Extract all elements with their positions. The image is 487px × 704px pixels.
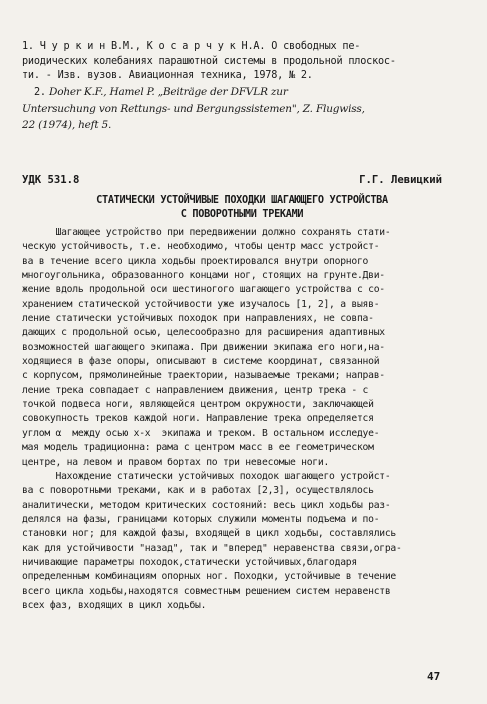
body-line: Шагающее устройство при передвижении должно сохранять стати- bbox=[22, 227, 391, 238]
reference-line: ти. - Изв. вузов. Авиационная техника, 1978, № 2. bbox=[22, 70, 313, 82]
author-name: Г.Г. Левицкий bbox=[359, 174, 442, 186]
reference-1 bbox=[22, 40, 462, 84]
body-line: аналитически, методом критических состояний: весь цикл ходьбы раз- bbox=[22, 499, 391, 511]
reference-number: 2. bbox=[34, 86, 46, 98]
body-line: определенным комбинациям опорных ног. Походки, устойчивые в течение bbox=[22, 571, 397, 583]
body-line: становки ног; для каждой фазы, входящей в цикл ходьбы, составлялись bbox=[22, 528, 397, 540]
article-body bbox=[22, 226, 467, 613]
reference-line: 22 (1974), heft 5. bbox=[22, 118, 112, 131]
title-line: С ПОВОРОТНЫМИ ТРЕКАМИ bbox=[180, 209, 304, 220]
body-line: возможностей шагающего экипажа. При движении экипажа его ноги,на- bbox=[22, 341, 385, 353]
body-line: ва с поворотными треками, как и в работах [2,3], осуществлялось bbox=[22, 485, 374, 497]
body-line: мая модель традиционна: рама с центром масс в ее геометрическом bbox=[22, 442, 374, 454]
reference-2 bbox=[22, 84, 462, 133]
title-line: СТАТИЧЕСКИ УСТОЙЧИВЫЕ ПОХОДКИ ШАГАЮЩЕГО УСТРОЙСТВА bbox=[96, 195, 388, 206]
body-line: ва в течение всего цикла ходьбы проектировался внутри опорного bbox=[22, 255, 369, 267]
body-line: ление статически устойчивых походок при направлениях, не совпа- bbox=[22, 313, 374, 325]
body-line: хранением статической устойчивости уже изучалось [1, 2], а выяв- bbox=[22, 298, 380, 310]
body-line: точкой подвеса ноги, являющейся центром окружности, заключающей bbox=[22, 399, 374, 411]
body-line: углом α между осью x-x экипажа и треком. В остальном исследуе- bbox=[22, 427, 380, 439]
body-line: с корпусом, прямолинейные траектории, называемые треками; направ- bbox=[22, 370, 385, 382]
reference-line: Untersuchung von Rettungs- und Bergungssistemen", Z. Flugwiss, bbox=[22, 102, 365, 115]
body-line: ческую устойчивость, т.е. необходимо, чтобы центр масс устройст- bbox=[22, 241, 380, 253]
reference-list bbox=[22, 40, 462, 133]
article-title bbox=[22, 194, 462, 222]
udk-code: УДК 531.8 bbox=[22, 174, 80, 186]
body-line: ходящиеся в фазе опоры, описывают в системе координат, связанной bbox=[22, 356, 380, 368]
body-line: ление трека совпадает с направлением движения, центр трека - с bbox=[22, 384, 369, 396]
body-line: делялся на фазы, границами которых служили моменты подъема и по- bbox=[22, 513, 380, 525]
body-line: дающих с продольной осью, целесообразно для расширения адаптивных bbox=[22, 327, 385, 339]
page-number: 47 bbox=[427, 670, 441, 683]
body-line: многоугольника, образованного концами ног, стоящих на грунте.Дви- bbox=[22, 270, 385, 282]
body-line: жение вдоль продольной оси шестиногого шагающего устройства с со- bbox=[22, 284, 385, 296]
body-line: всех фаз, входящих в цикл ходьбы. bbox=[22, 599, 207, 611]
body-line: всего цикла ходьбы,находятся совместным решением систем неравенств bbox=[22, 585, 391, 597]
reference-line: 1. Ч у р к и н В.М., К о с а р ч у к Н.А. О свободных пе- bbox=[22, 41, 361, 52]
body-line: как для устойчивости "назад", так и "вперед" неравенства связи,огра- bbox=[22, 542, 402, 554]
reference-line: риодических колебаниях парашютной системы в продольной плоскос- bbox=[22, 55, 396, 67]
body-line: ничивающие параметры походок,статически устойчивых,благодаря bbox=[22, 556, 357, 568]
body-line: Нахождение статически устойчивых походок шагающего устройст- bbox=[22, 470, 391, 482]
body-line: центре, на левом и правом бортах по три невесомые ноги. bbox=[22, 456, 330, 468]
reference-line: Doher K.F., Hamel P. „Beiträge der DFVLR zur bbox=[49, 85, 288, 98]
article-header bbox=[22, 174, 462, 190]
body-line: совокупность треков каждой ноги. Направление трека определяется bbox=[22, 413, 374, 425]
